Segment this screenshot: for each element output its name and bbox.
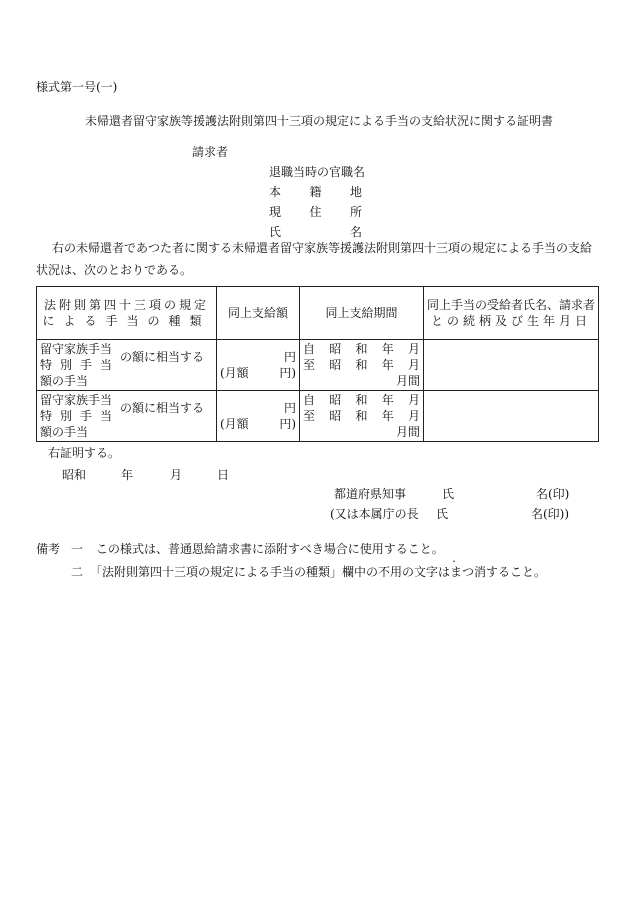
period-char: 年 bbox=[381, 342, 394, 356]
period-to bbox=[303, 408, 420, 424]
header-kind bbox=[37, 287, 217, 340]
period-char: 年 bbox=[381, 409, 394, 423]
agency-seal-label: 名(印)) bbox=[531, 507, 570, 521]
kind-text: の額に相当する bbox=[120, 350, 205, 364]
certification-text: 右証明する。 bbox=[48, 446, 121, 460]
yen-label: 円 bbox=[283, 401, 296, 415]
yen-label: 円) bbox=[279, 417, 296, 431]
yen-label: 円 bbox=[283, 350, 296, 364]
header-text: による手当の種類 bbox=[42, 314, 211, 328]
date-day: 日 bbox=[217, 468, 230, 482]
claimant-name-field bbox=[269, 225, 362, 239]
period-from bbox=[303, 392, 420, 408]
header-text: との続柄及び生年月日 bbox=[430, 314, 591, 328]
period-cell[interactable] bbox=[300, 340, 424, 391]
kind-text: 留守家族手当 bbox=[40, 393, 113, 407]
header-recipient bbox=[424, 287, 599, 340]
kind-cell bbox=[37, 340, 217, 391]
period-char: 月 bbox=[407, 358, 420, 372]
note-text: この様式は、普通恩給請求書に添附すべき場合に使用すること。 bbox=[96, 542, 444, 556]
date-year: 年 bbox=[121, 468, 134, 482]
period-from bbox=[303, 341, 420, 357]
claimant-position-field: 退職当時の官職名 bbox=[269, 165, 366, 179]
period-months: 月間 bbox=[395, 425, 420, 439]
label-char: 現 bbox=[269, 205, 282, 219]
note-text-part: 消すること。 bbox=[474, 565, 547, 579]
label-char: 氏 bbox=[269, 225, 282, 239]
period-to bbox=[303, 357, 420, 373]
agency-name-label: 氏 bbox=[436, 507, 449, 521]
agency-head-title: (又は本属庁の長 bbox=[330, 507, 419, 521]
note-text-part: 「法附則第四十三項の規定による手当の種類」欄中の不用の文字は bbox=[90, 565, 451, 579]
note-number: 一 bbox=[71, 542, 84, 556]
period-char: 和 bbox=[355, 409, 368, 423]
recipient-cell[interactable] bbox=[424, 391, 599, 442]
label-char: 籍 bbox=[309, 185, 322, 199]
note-number: 二 bbox=[71, 565, 84, 579]
governor-seal-label: 名(印) bbox=[536, 487, 570, 501]
kind-cell bbox=[37, 391, 217, 442]
label-char: 本 bbox=[269, 185, 282, 199]
claimant-domicile-field bbox=[269, 185, 362, 199]
period-char: 月 bbox=[407, 393, 420, 407]
period-char: 和 bbox=[355, 393, 368, 407]
period-char: 昭 bbox=[329, 358, 342, 372]
period-char: 至 bbox=[303, 409, 316, 423]
table-row bbox=[37, 340, 599, 391]
emphasized-text: ・ まつ bbox=[450, 565, 474, 579]
yen-label: 円) bbox=[279, 366, 296, 380]
intro-line-1: 右の未帰還者であつた者に関する未帰還者留守家族等援護法附則第四十三項の規定による手当の支給 bbox=[52, 241, 593, 255]
document-title: 未帰還者留守家族等援護法附則第四十三項の規定による手当の支給状況に関する証明書 bbox=[85, 114, 554, 128]
header-amount: 同上支給額 bbox=[217, 287, 300, 340]
kind-text: の額に相当する bbox=[120, 401, 205, 415]
period-char: 和 bbox=[355, 342, 368, 356]
note-text bbox=[90, 565, 546, 579]
label-char: 地 bbox=[349, 185, 362, 199]
form-number: 様式第一号(一) bbox=[36, 80, 118, 94]
monthly-label: (月額 bbox=[220, 366, 249, 380]
label-char: 名 bbox=[349, 225, 362, 239]
kind-text: 特別手当 bbox=[40, 409, 121, 423]
period-char: 至 bbox=[303, 358, 316, 372]
governor-title: 都道府県知事 bbox=[334, 487, 407, 501]
claimant-address-field bbox=[269, 205, 362, 219]
recipient-cell[interactable] bbox=[424, 340, 599, 391]
kind-text: 額の手当 bbox=[40, 425, 89, 439]
header-text: 同上手当の受給者氏名、請求者 bbox=[427, 298, 596, 312]
allowance-table bbox=[36, 286, 599, 442]
period-char: 和 bbox=[355, 358, 368, 372]
table-row bbox=[37, 391, 599, 442]
period-char: 月 bbox=[407, 409, 420, 423]
monthly-label: (月額 bbox=[220, 417, 249, 431]
period-char: 月 bbox=[407, 342, 420, 356]
label-char: 住 bbox=[309, 205, 322, 219]
notes-label: 備考 bbox=[36, 542, 61, 556]
period-char: 自 bbox=[303, 342, 316, 356]
claimant-label: 請求者 bbox=[192, 145, 229, 159]
governor-name-label: 氏 bbox=[442, 487, 455, 501]
amount-cell[interactable] bbox=[217, 340, 300, 391]
period-cell[interactable] bbox=[300, 391, 424, 442]
label-char: 所 bbox=[349, 205, 362, 219]
period-char: 昭 bbox=[329, 393, 342, 407]
header-text: 法附則第四十三項の規定 bbox=[43, 298, 209, 312]
period-char: 年 bbox=[381, 393, 394, 407]
period-char: 昭 bbox=[329, 409, 342, 423]
amount-cell[interactable] bbox=[217, 391, 300, 442]
kind-text: 留守家族手当 bbox=[40, 342, 113, 356]
table-header-row bbox=[37, 287, 599, 340]
period-char: 年 bbox=[381, 358, 394, 372]
date-era: 昭和 bbox=[62, 468, 87, 482]
date-month: 月 bbox=[170, 468, 183, 482]
intro-line-2: 状況は、次のとおりである。 bbox=[36, 263, 193, 277]
period-char: 自 bbox=[303, 393, 316, 407]
kind-text: 特別手当 bbox=[40, 358, 121, 372]
header-period: 同上支給期間 bbox=[300, 287, 424, 340]
period-months: 月間 bbox=[395, 374, 420, 388]
period-char: 昭 bbox=[329, 342, 342, 356]
kind-text: 額の手当 bbox=[40, 374, 89, 388]
